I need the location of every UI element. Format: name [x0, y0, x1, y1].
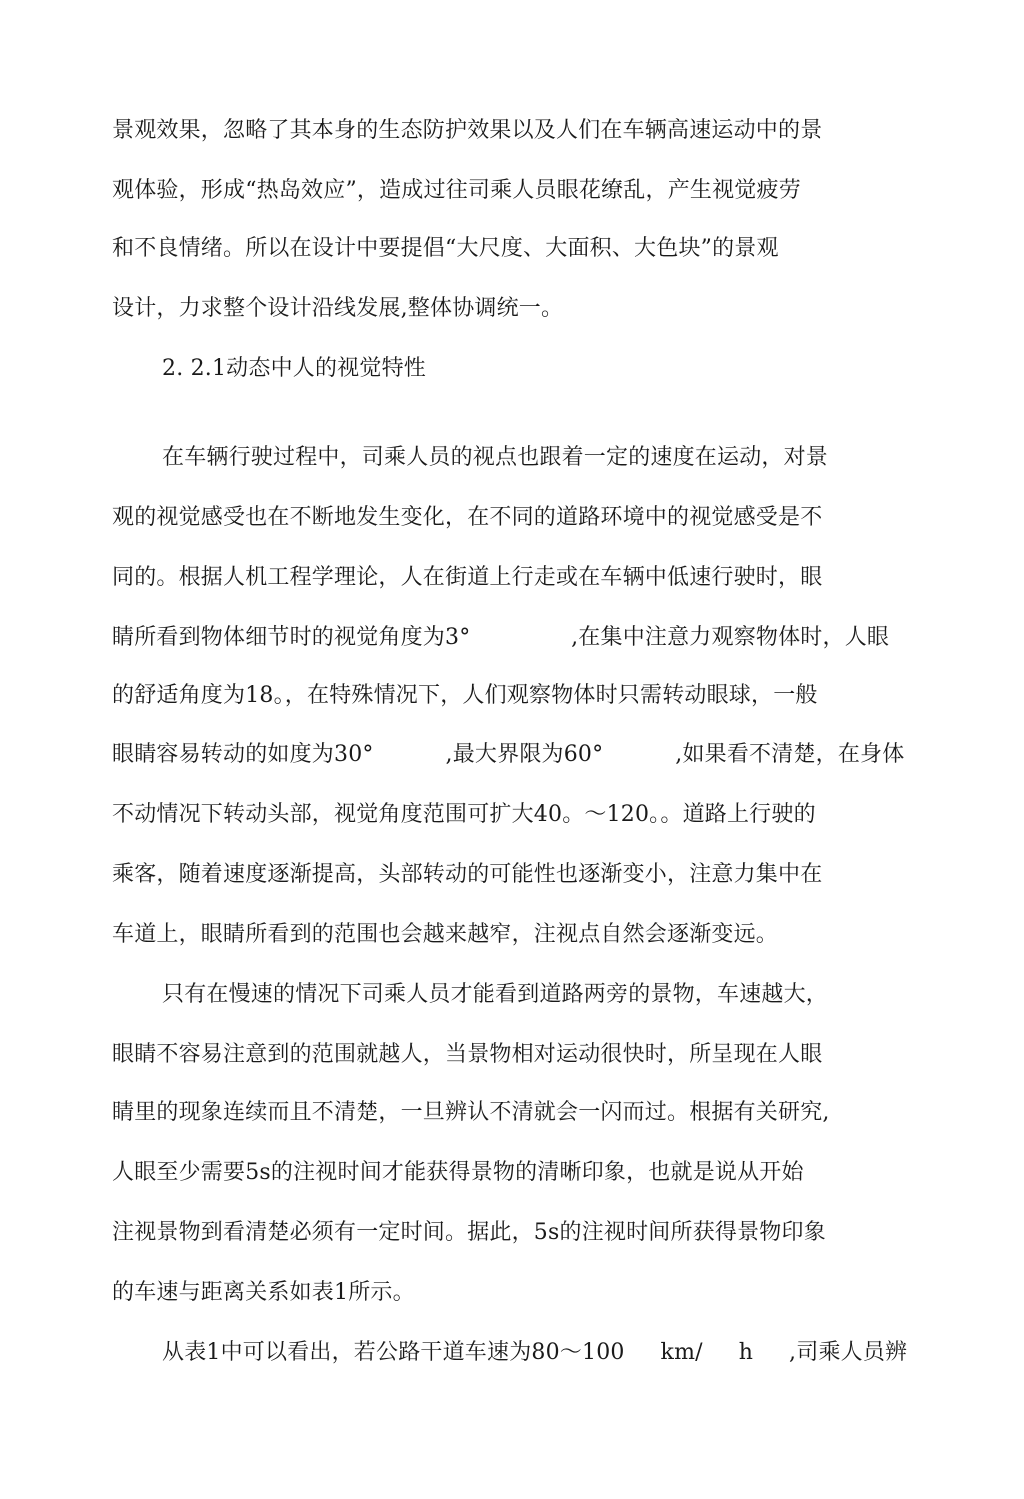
- paragraph-1-line-3: 和不良情绪。所以在设计中要提倡“大尺度、大面积、大色块”的景观: [112, 236, 779, 261]
- paragraph-2-line-6: 眼睛容易转动的如度为30° ,最大界限为60° ,如果看不清楚，在身体: [112, 742, 905, 767]
- paragraph-3-line-5: 注视景物到看清楚必须有一定时间。据此，5s的注视时间所获得景物印象: [112, 1220, 826, 1245]
- paragraph-2-line-1: 在车辆行驶过程中，司乘人员的视点也跟着一定的速度在运动，对景: [162, 445, 829, 470]
- paragraph-3-line-4: 人眼至少需要5s的注视时间才能获得景物的清晰印象，也就是说从开始: [112, 1160, 804, 1185]
- paragraph-2-line-5: 的舒适角度为18。，在特殊情况下，人们观察物体时只需转动眼球，一般: [112, 683, 818, 708]
- paragraph-3-line-1: 只有在慢速的情况下司乘人员才能看到道路两旁的景物，车速越大，: [162, 982, 829, 1007]
- paragraph-2-line-3: 同的。根据人机工程学理论，人在街道上行走或在车辆中低速行驶时，眼: [112, 565, 823, 590]
- paragraph-3-line-6: 的车速与距离关系如表1所示。: [112, 1280, 415, 1305]
- paragraph-3-line-2: 眼睛不容易注意到的范围就越人，当景物相对运动很快时，所呈现在人眼: [112, 1042, 823, 1067]
- paragraph-2-line-9: 车道上，眼睛所看到的范围也会越来越窄，注视点自然会逐渐变远。: [112, 922, 779, 947]
- paragraph-3-line-3: 睛里的现象连续而且不清楚，一旦辨认不清就会一闪而过。根据有关研究,: [112, 1100, 830, 1125]
- paragraph-4-line-1: 从表1中可以看出，若公路干道车速为80～100 km/ h ,司乘人员辨: [162, 1340, 908, 1365]
- paragraph-2-line-4: 睛所看到物体细节时的视觉角度为3° ,在集中注意力观察物体时，人眼: [112, 625, 890, 650]
- section-heading: 2. 2.1动态中人的视觉特性: [162, 356, 426, 381]
- paragraph-2-line-2: 观的视觉感受也在不断地发生变化，在不同的道路环境中的视觉感受是不: [112, 505, 823, 530]
- paragraph-1-line-2: 观体验，形成“热岛效应”，造成过往司乘人员眼花缭乱，产生视觉疲劳: [112, 178, 801, 203]
- paragraph-1-line-4: 设计，力求整个设计沿线发展,整体协调统一。: [112, 296, 564, 321]
- paragraph-2-line-8: 乘客，随着速度逐渐提高，头部转动的可能性也逐渐变小，注意力集中在: [112, 862, 823, 887]
- paragraph-2-line-7: 不动情况下转动头部，视觉角度范围可扩大40。～120。。道路上行驶的: [112, 802, 816, 827]
- paragraph-1-line-1: 景观效果，忽略了其本身的生态防护效果以及人们在车辆高速运动中的景: [112, 118, 823, 143]
